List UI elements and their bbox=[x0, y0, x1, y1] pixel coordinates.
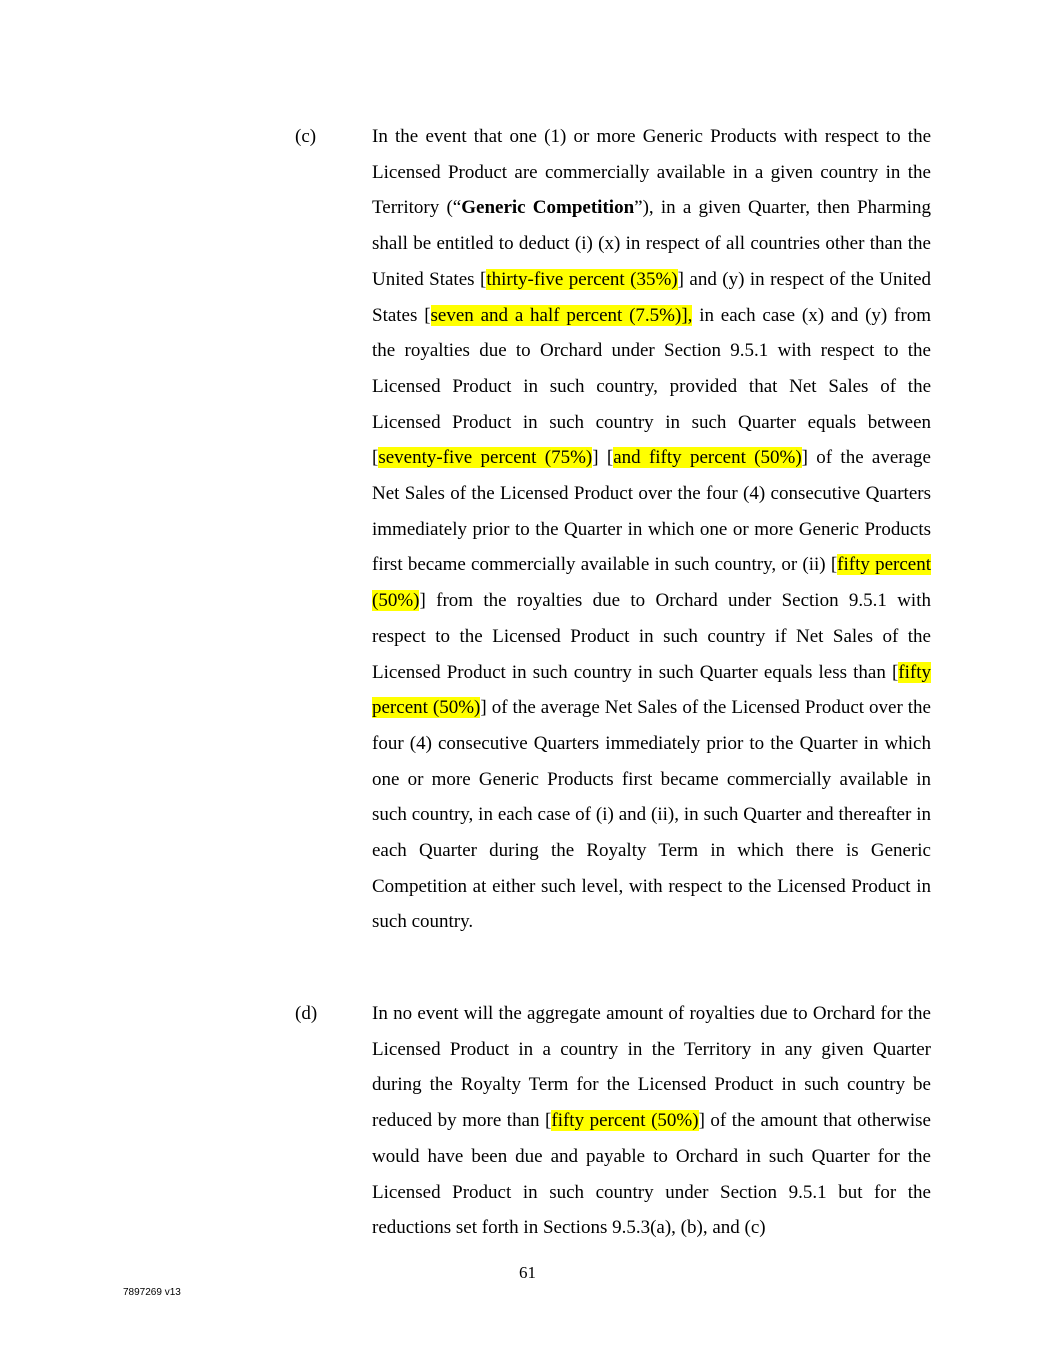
clause-d-label: (d) bbox=[295, 1003, 318, 1024]
clause-c-label: (c) bbox=[295, 126, 317, 147]
document-id: 7897269 v13 bbox=[123, 1287, 181, 1298]
text-segment: in each case (x) and (y) from the royalties due to Orchard under Section 9.5.1 with respect to the Licensed Product in such country, provided that Net Sales of the Licensed Product in such country in such Quarter equals between [ bbox=[372, 304, 931, 469]
highlighted-term: seven and a half percent (7.5%)], bbox=[430, 304, 693, 326]
highlighted-term: fifty percent (50%) bbox=[372, 554, 931, 612]
text-segment: ] of the average Net Sales of the Licensed Product over the four (4) consecutive Quarters immediately prior to the Quarter in which one or more Generic Products first became commercially available in such country, or (ii) [ bbox=[372, 447, 931, 576]
highlighted-term: and fifty percent (50%) bbox=[613, 447, 802, 469]
text-segment: In no event will the aggregate amount of royalties due to Orchard for the Licensed Product in a country in the Territory in any given Quarter during the Royalty Term for the Licensed Product in such country be reduced by more than [ bbox=[372, 1003, 931, 1132]
text-segment: ] of the average Net Sales of the Licensed Product over the four (4) consecutive Quarters immediately prior to the Quarter in which one or more Generic Products first became commercially available in such country, in each case of (i) and (ii), in such Quarter and thereafter in each Quarter during the Royalty Term in which there is Generic Competition at either such level, with respect to the Licensed Product in such country. bbox=[372, 697, 931, 933]
highlighted-term: fifty percent (50%) bbox=[372, 661, 931, 719]
text-segment: ”), in a given Quarter, then Pharming shall be entitled to deduct (i) (x) in respect of all countries other than the United States [ bbox=[372, 197, 931, 290]
page-number: 61 bbox=[519, 1263, 536, 1282]
text-segment: ] and (y) in respect of the United States [ bbox=[372, 268, 931, 326]
text-segment: ] [ bbox=[592, 447, 614, 469]
highlighted-term: fifty percent (50%) bbox=[551, 1110, 699, 1132]
text-segment: ] from the royalties due to Orchard under Section 9.5.1 with respect to the Licensed Product in such country if Net Sales of the Licensed Product in such country in such Quarter equals less than [ bbox=[372, 590, 931, 683]
clause-c-text bbox=[372, 119, 931, 940]
highlighted-term: seventy-five percent (75%) bbox=[378, 447, 593, 469]
clause-d-text bbox=[372, 996, 931, 1246]
text-segment: ] of the amount that otherwise would have been due and payable to Orchard in such Quarter for the Licensed Product in such country under Section 9.5.1 but for the reductions set forth in Sections 9.5.3(a), (b), and (c) bbox=[372, 1110, 931, 1239]
text-segment: In the event that one (1) or more Generic Products with respect to the Licensed Product are commercially available in a given country in the Territory (“ bbox=[372, 126, 931, 219]
highlighted-term: thirty-five percent (35%) bbox=[486, 268, 678, 290]
defined-term: Generic Competition bbox=[461, 197, 635, 219]
